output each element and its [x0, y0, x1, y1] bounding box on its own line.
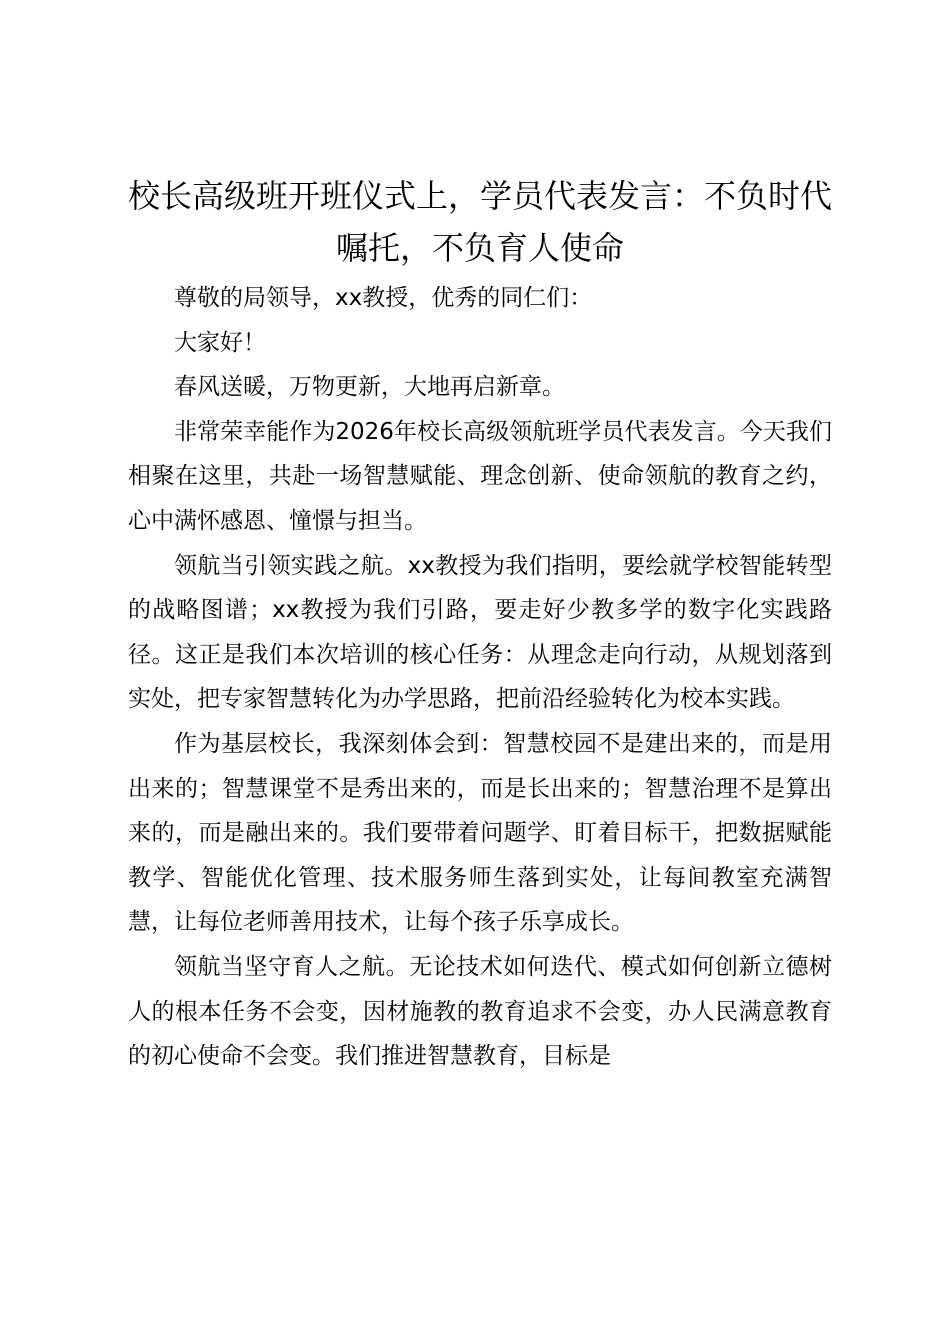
paragraph-honor: 非常荣幸能作为2026年校长高级领航班学员代表发言。今天我们相聚在这里，共赴一场智慧赋能、理念创新、使命领航的教育之约，心中满怀感恩、憧憬与担当。 [128, 418, 832, 534]
paragraph-greeting: 大家好！ [174, 329, 266, 356]
document-body [128, 276, 832, 1079]
paragraph-practice: 领航当引领实践之航。xx教授为我们指明，要绘就学校智能转型的战略图谱；xx教授为我们引路，要走好少教多学的数字化实践路径。这正是我们本次培训的核心任务：从理念走向行动，从规划落到实处，把专家智慧转化为办学思路，把前沿经验转化为校本实践。 [128, 552, 832, 713]
paragraph-principal: 作为基层校长，我深刻体会到：智慧校园不是建出来的，而是用出来的；智慧课堂不是秀出来的，而是长出来的；智慧治理不是算出来的，而是融出来的。我们要带着问题学、盯着目标干，把数据赋能教学、智能优化管理、技术服务师生落到实处，让每间教室充满智慧，让每位老师善用技术，让每个孩子乐享成长。 [128, 730, 832, 936]
paragraph-education: 领航当坚守育人之航。无论技术如何迭代、模式如何创新立德树人的根本任务不会变，因材施教的教育追求不会变，办人民满意教育的初心使命不会变。我们推进智慧教育，目标是 [128, 953, 832, 1070]
document-title: 校长高级班开班仪式上，学员代表发言：不负时代嘱托，不负育人使命 [127, 177, 832, 267]
paragraph-salutation: 尊敬的局领导，xx教授，优秀的同仁们： [174, 285, 593, 311]
paragraph-opening: 春风送暖，万物更新，大地再启新章。 [174, 374, 565, 401]
